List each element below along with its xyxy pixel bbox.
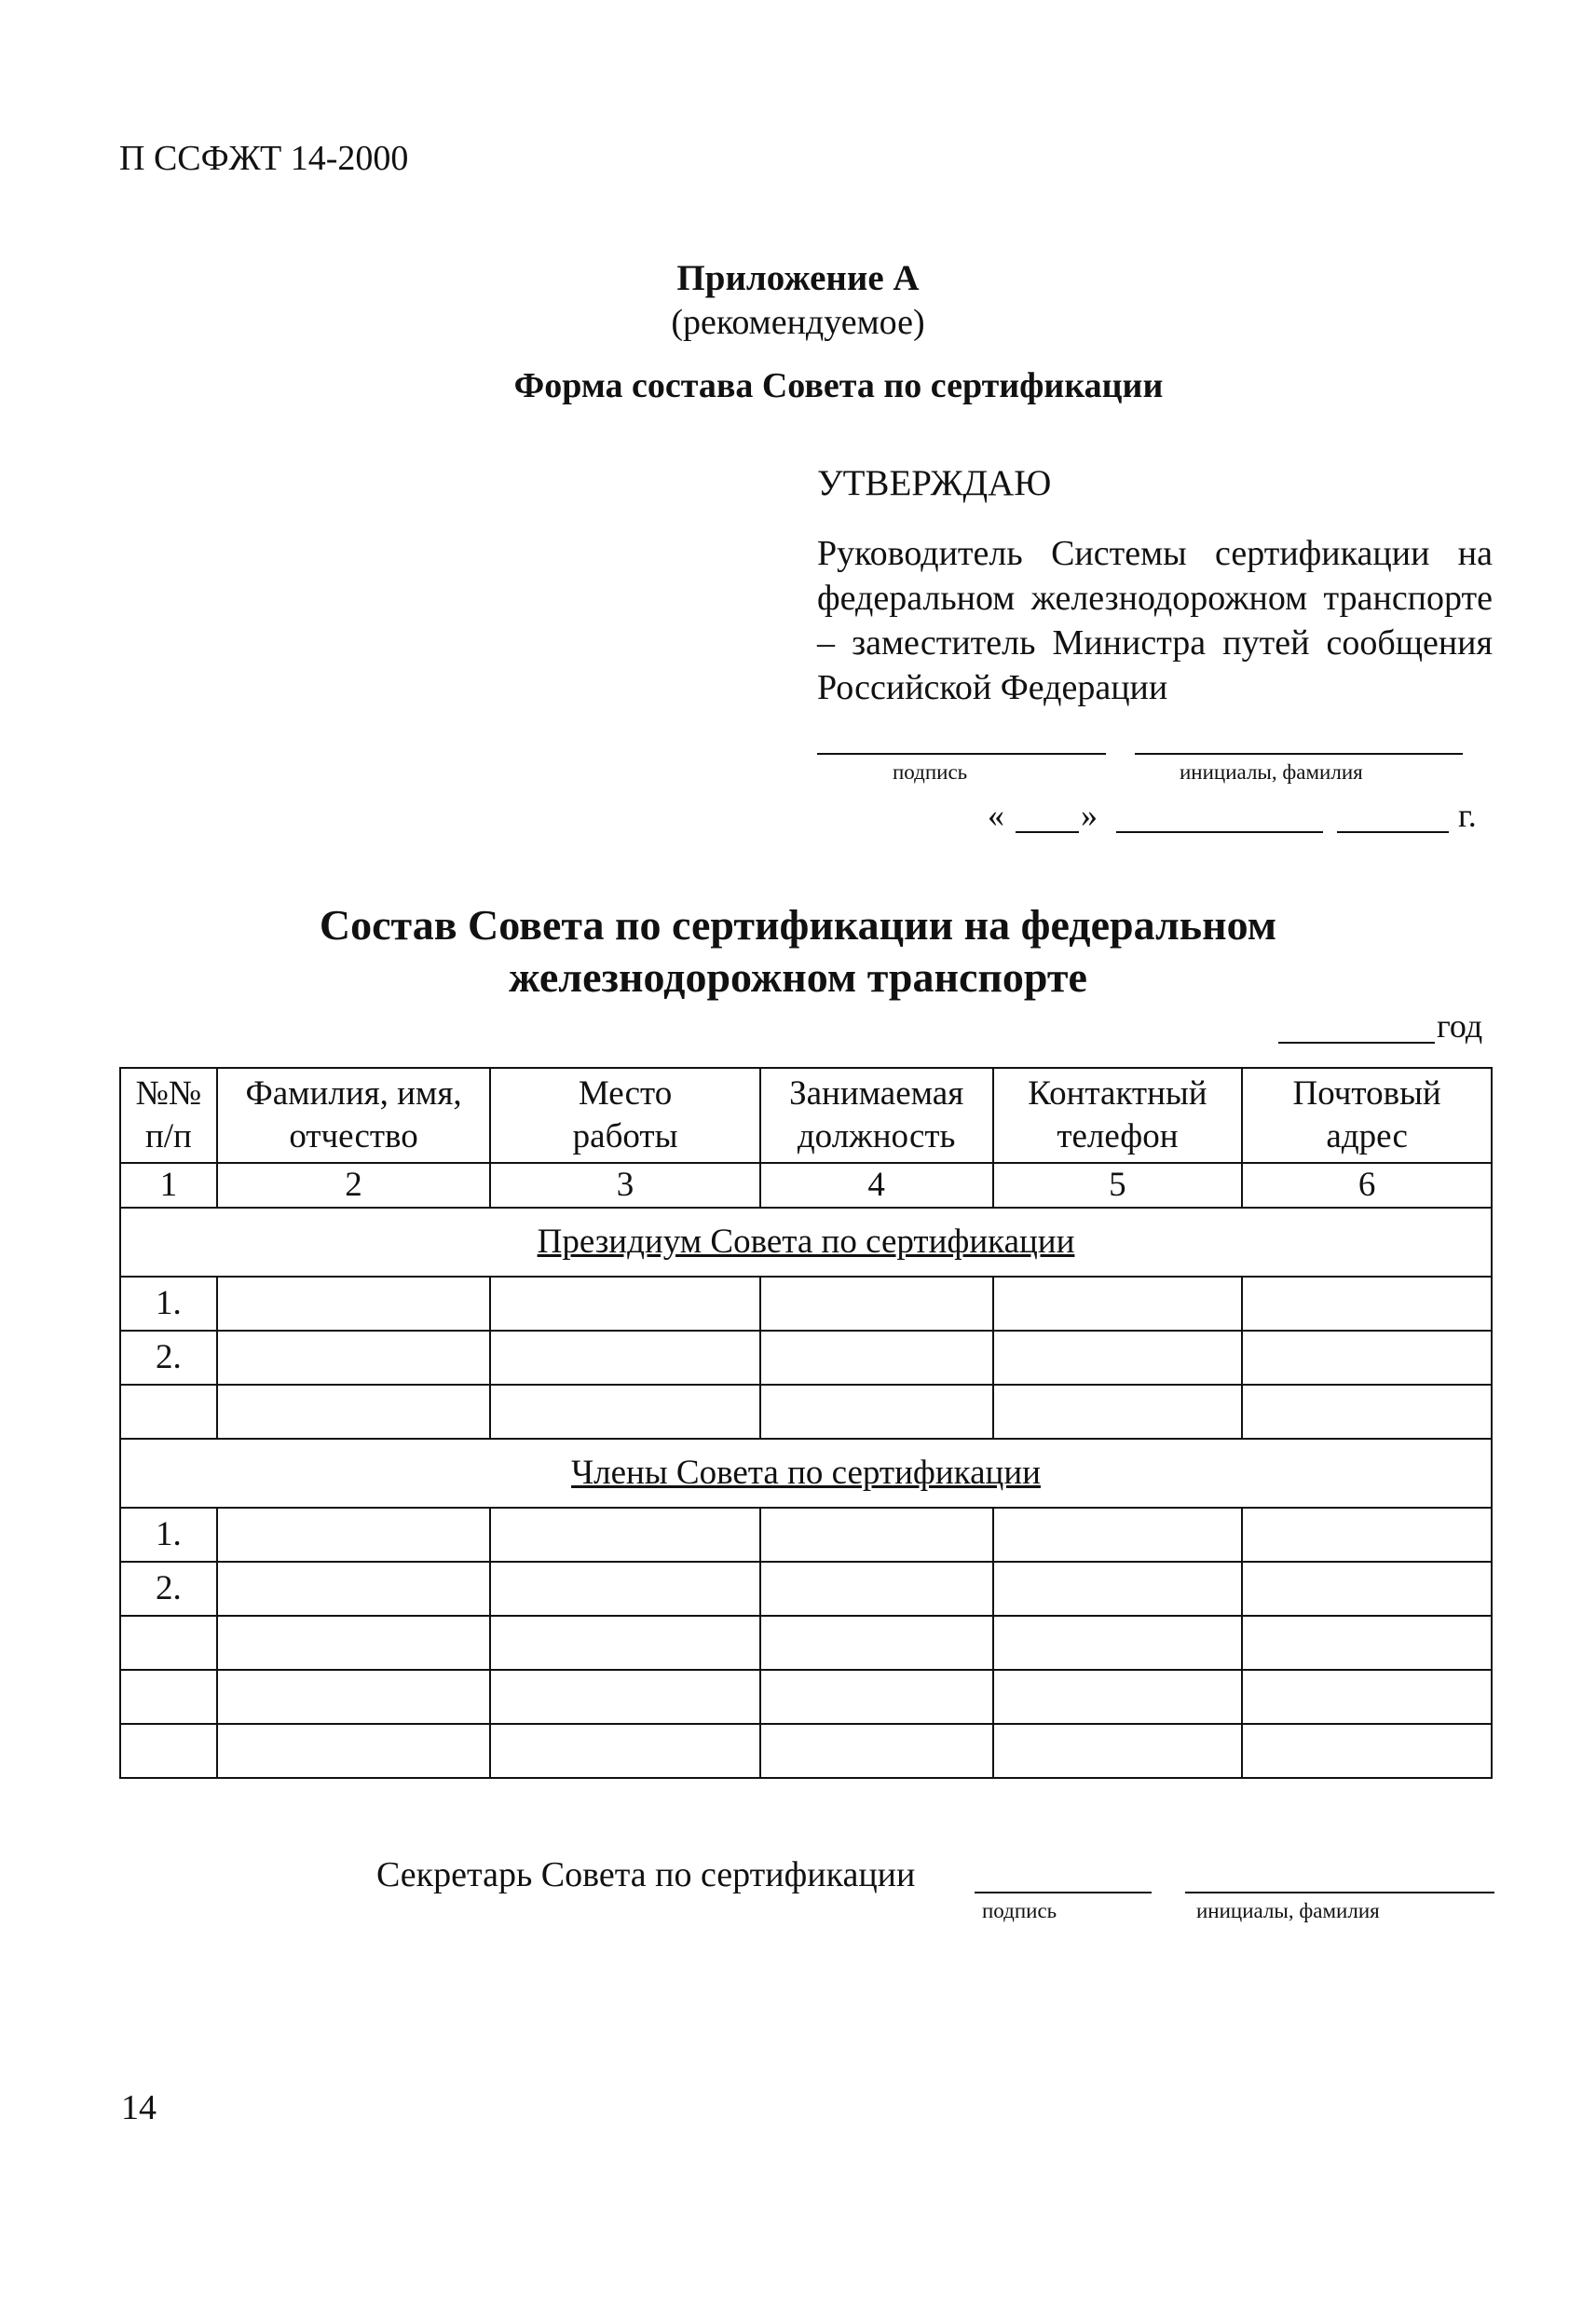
table-cell: [993, 1562, 1243, 1616]
table-cell: [993, 1670, 1243, 1724]
table-cell: [993, 1385, 1243, 1439]
year-line: [1278, 1042, 1435, 1044]
table-cell: [760, 1562, 993, 1616]
approval-name-caption: инициалы, фамилия: [1180, 760, 1363, 784]
council-table: [119, 1067, 1493, 1779]
column-number: 4: [760, 1163, 993, 1208]
date-day-line: [1016, 831, 1079, 833]
appendix-note: (рекомендуемое): [671, 303, 925, 342]
approval-signature-caption: подпись: [893, 760, 968, 784]
secretary-name-caption: инициалы, фамилия: [1196, 1899, 1380, 1922]
table-row: [120, 1562, 1492, 1616]
secretary-signature-caption: подпись: [982, 1899, 1057, 1922]
col-header-phone: Контактный телефон: [993, 1068, 1243, 1163]
form-title: Форма состава Совета по сертификации: [513, 366, 1164, 405]
row-index: [120, 1724, 217, 1778]
date-quote-close: »: [1081, 797, 1098, 834]
column-number: 1: [120, 1163, 217, 1208]
approval-signature-line: [817, 753, 1106, 755]
table-row: [120, 1670, 1492, 1724]
main-title-line1: Состав Совета по сертификации на федеральном: [319, 901, 1277, 949]
approval-date-field: [988, 796, 1509, 841]
table-cell: [490, 1670, 759, 1724]
main-title-line2: железнодорожном транспорте: [509, 953, 1087, 1001]
row-index: [120, 1670, 217, 1724]
table-cell: [760, 1616, 993, 1670]
section-row-presidium: [120, 1208, 1492, 1277]
section-row-members: [120, 1439, 1492, 1508]
column-number: 5: [993, 1163, 1243, 1208]
table-cell: [1242, 1724, 1492, 1778]
column-number: 3: [490, 1163, 759, 1208]
row-index: 2.: [120, 1562, 217, 1616]
secretary-label: Секретарь Совета по сертификации: [376, 1855, 916, 1894]
approval-label: УТВЕРЖДАЮ: [817, 463, 1052, 503]
table-cell: [217, 1724, 491, 1778]
table-cell: [217, 1277, 491, 1331]
table-row: [120, 1277, 1492, 1331]
table-cell: [1242, 1277, 1492, 1331]
table-cell: [993, 1616, 1243, 1670]
table-cell: [760, 1724, 993, 1778]
table-cell: [760, 1508, 993, 1562]
table-cell: [217, 1508, 491, 1562]
table-cell: [490, 1385, 759, 1439]
table-cell: [1242, 1508, 1492, 1562]
table-cell: [993, 1277, 1243, 1331]
date-year-line: [1337, 831, 1449, 833]
table-cell: [217, 1670, 491, 1724]
table-cell: [1242, 1562, 1492, 1616]
col-header-number: №№ п/п: [120, 1068, 217, 1163]
table-cell: [760, 1277, 993, 1331]
table-cell: [993, 1331, 1243, 1385]
table-row: [120, 1616, 1492, 1670]
approval-text: Руководитель Системы сертификации на федеральном железнодорожном транспорте – заместитель Министра путей сообщения Российской Федерации: [817, 534, 1493, 707]
main-title: [186, 899, 1410, 1004]
table-cell: [490, 1508, 759, 1562]
table-row: [120, 1385, 1492, 1439]
col-header-workplace: Место работы: [490, 1068, 759, 1163]
row-index: 2.: [120, 1331, 217, 1385]
table-cell: [760, 1385, 993, 1439]
table-cell: [993, 1508, 1243, 1562]
row-index: 1.: [120, 1508, 217, 1562]
date-year-suffix: г.: [1458, 797, 1477, 834]
secretary-signature-line: [975, 1892, 1152, 1893]
table-cell: [760, 1331, 993, 1385]
table-row: [120, 1508, 1492, 1562]
table-cell: [993, 1724, 1243, 1778]
col-header-position: Занимаемая должность: [760, 1068, 993, 1163]
table-cell: [1242, 1331, 1492, 1385]
table-cell: [490, 1562, 759, 1616]
row-index: 1.: [120, 1277, 217, 1331]
table-cell: [760, 1670, 993, 1724]
table-cell: [490, 1616, 759, 1670]
document-code: П ССФЖТ 14-2000: [119, 139, 409, 178]
row-index: [120, 1616, 217, 1670]
table-cell: [490, 1724, 759, 1778]
year-field: [1278, 1006, 1493, 1049]
table-header-row: [120, 1068, 1492, 1163]
table-row: [120, 1724, 1492, 1778]
approval-name-line: [1135, 753, 1463, 755]
table-cell: [490, 1277, 759, 1331]
col-header-address: Почтовый адрес: [1242, 1068, 1492, 1163]
secretary-name-line: [1185, 1892, 1494, 1893]
col-header-full-name: Фамилия, имя, отчество: [217, 1068, 491, 1163]
date-quote-open: «: [988, 797, 1004, 834]
page-number: 14: [121, 2088, 157, 2127]
table-cell: [217, 1385, 491, 1439]
table-cell: [217, 1331, 491, 1385]
table-cell: [1242, 1385, 1492, 1439]
column-number-row: [120, 1163, 1492, 1208]
appendix-title: Приложение А: [676, 258, 920, 298]
table-cell: [1242, 1616, 1492, 1670]
section-title-presidium: Президиум Совета по сертификации: [120, 1208, 1492, 1277]
column-number: 2: [217, 1163, 491, 1208]
table-row: [120, 1331, 1492, 1385]
year-label: год: [1437, 1007, 1483, 1045]
column-number: 6: [1242, 1163, 1492, 1208]
row-index: [120, 1385, 217, 1439]
table-cell: [217, 1616, 491, 1670]
date-month-line: [1116, 831, 1323, 833]
table-cell: [490, 1331, 759, 1385]
table-cell: [1242, 1670, 1492, 1724]
table-cell: [217, 1562, 491, 1616]
section-title-members: Члены Совета по сертификации: [120, 1439, 1492, 1508]
